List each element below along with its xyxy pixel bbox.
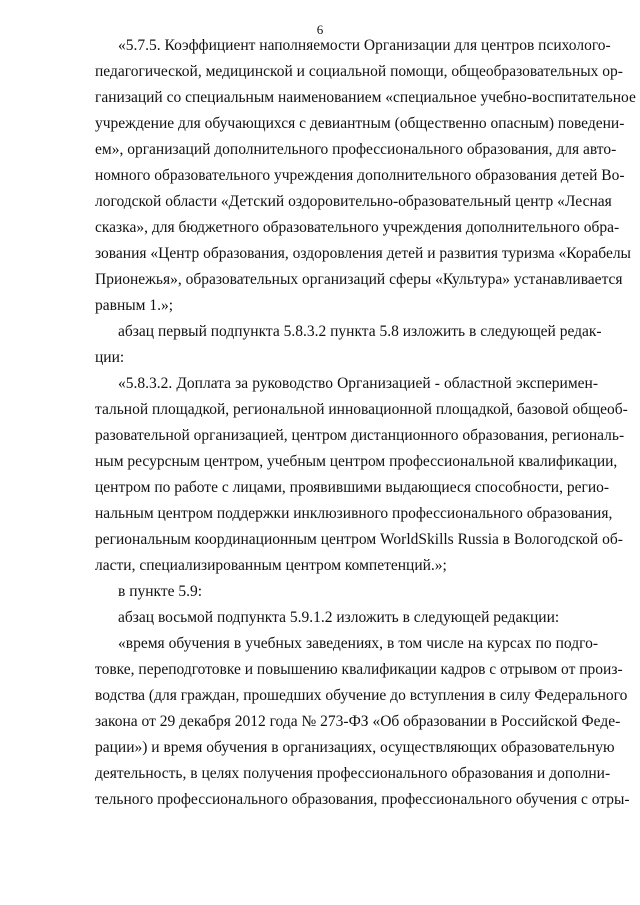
text-line: в пункте 5.9: (118, 583, 203, 600)
text-line: абзац первый подпункта 5.8.3.2 пункта 5.8 изложить в следующей редак- (118, 323, 602, 340)
text-line: рации») и время обучения в организациях, осуществляющих образовательную (95, 739, 615, 756)
text-line: педагогической, медицинской и социальной помощи, общеобразовательных ор- (95, 63, 623, 80)
text-line: равным 1.»; (95, 297, 174, 314)
text-line: номного образовательного учреждения дополнительного образования детей Во- (95, 167, 625, 184)
text-line: водства (для граждан, прошедших обучение до вступления в силу Федерального (95, 687, 628, 704)
text-line: ем», организаций дополнительного профессионального образования, для авто- (95, 141, 617, 158)
text-line: «5.7.5. Коэффициент наполняемости Организации для центров психолого- (118, 37, 611, 54)
text-line: «5.8.3.2. Доплата за руководство Организацией - областной эксперимен- (118, 375, 598, 392)
text-line: товке, переподготовке и повышению квалификации кадров с отрывом от произ- (95, 661, 623, 678)
text-line: деятельность, в целях получения профессионального образования и дополни- (95, 765, 611, 782)
text-line: логодской области «Детский оздоровительно-образовательный центр «Лесная (95, 193, 612, 210)
text-line: ласти, специализированным центром компетенций.»; (95, 557, 447, 574)
text-line: ганизаций со специальным наименованием «специальное учебно-воспитательное (95, 89, 636, 106)
text-line: тальной площадкой, региональной инновационной площадкой, базовой общеоб- (95, 401, 628, 418)
text-line: тельного профессионального образования, профессионального обучения с отры- (95, 791, 630, 808)
text-line: региональным координационным центром WorldSkills Russia в Вологодской об- (95, 531, 623, 548)
text-line: абзац восьмой подпункта 5.9.1.2 изложить в следующей редакции: (118, 609, 560, 626)
text-line: нальным центром поддержки инклюзивного профессионального образования, (95, 505, 613, 522)
text-line: «время обучения в учебных заведениях, в том числе на курсах по подго- (118, 635, 598, 652)
text-line: сказка», для бюджетного образовательного учреждения дополнительного обра- (95, 219, 620, 236)
text-line: центром по работе с лицами, проявившими выдающиеся способности, регио- (95, 479, 610, 496)
page-number: 6 (316, 22, 324, 37)
text-line: ным ресурсным центром, учебным центром профессиональной квалификации, (95, 453, 618, 470)
text-line: зования «Центр образования, оздоровления детей и развития туризма «Корабелы (95, 245, 631, 262)
text-line: разовательной организацией, центром дистанционного образования, региональ- (95, 427, 625, 444)
text-line: ции: (95, 349, 125, 366)
text-line: учреждение для обучающихся с девиантным (общественно опасным) поведени- (95, 115, 625, 132)
text-line: Прионежья», образовательных организаций сферы «Культура» устанавливается (95, 271, 623, 288)
text-line: закона от 29 декабря 2012 года № 273-ФЗ «Об образовании в Российской Феде- (95, 713, 621, 730)
